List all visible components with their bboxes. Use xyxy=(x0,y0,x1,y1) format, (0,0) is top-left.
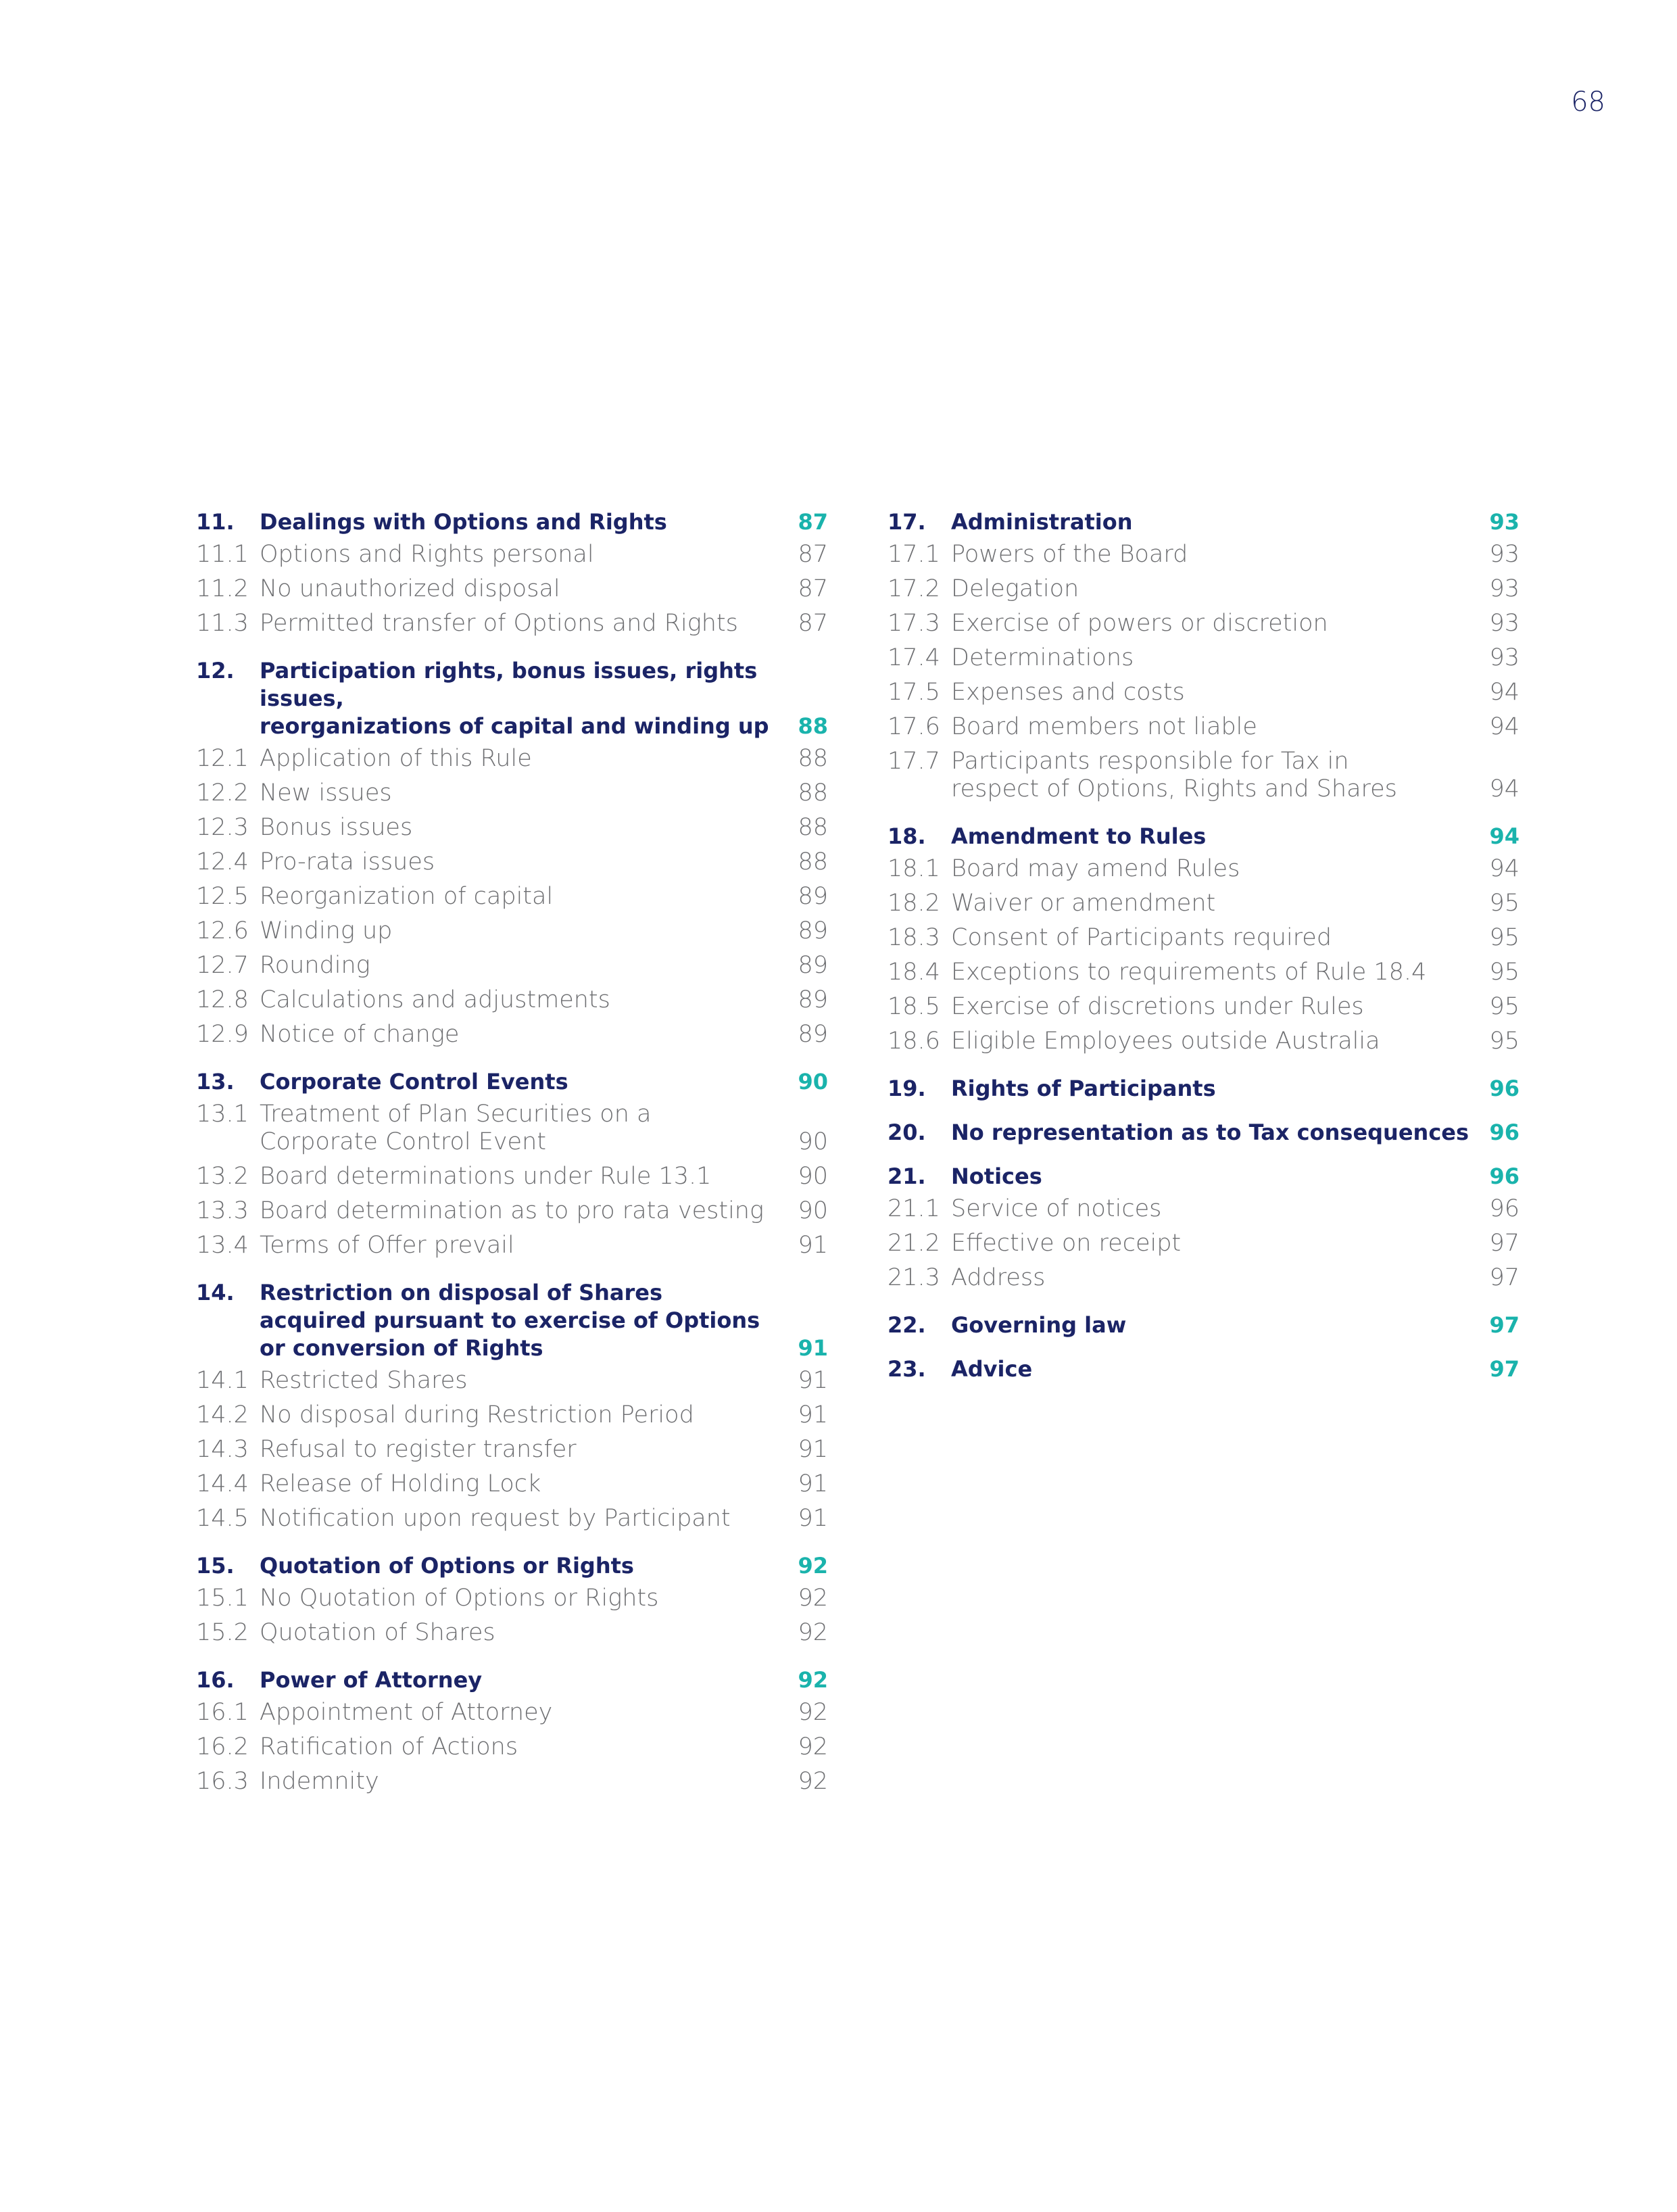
toc-section-heading[interactable] xyxy=(196,508,828,536)
toc-title: Delegation xyxy=(951,575,1079,602)
toc-page-number: 96 xyxy=(1489,1163,1520,1189)
toc-title: Pro-rata issues xyxy=(260,848,435,875)
toc-entry[interactable] xyxy=(196,948,828,983)
toc-number: 12. xyxy=(196,658,235,683)
toc-title: No unauthorized disposal xyxy=(260,575,560,602)
toc-number: 14.5 xyxy=(196,1505,249,1532)
toc-page-number: 94 xyxy=(1489,775,1520,802)
toc-title: Calculations and adjustments xyxy=(260,986,610,1013)
toc-entry[interactable] xyxy=(888,537,1520,572)
toc-number: 13. xyxy=(196,1069,235,1095)
toc-entry[interactable] xyxy=(196,811,828,845)
toc-entry[interactable] xyxy=(888,606,1520,641)
toc-section-heading[interactable] xyxy=(196,1279,828,1362)
toc-number: 12.8 xyxy=(196,986,249,1013)
toc-number: 14.1 xyxy=(196,1367,249,1394)
toc-number: 21. xyxy=(888,1163,926,1189)
toc-title: Address xyxy=(951,1264,1046,1291)
toc-page-number: 87 xyxy=(798,509,828,535)
toc-entry[interactable] xyxy=(196,1501,828,1536)
toc-page-number: 88 xyxy=(798,745,828,772)
toc-page-number: 91 xyxy=(798,1470,828,1497)
toc-number: 11. xyxy=(196,509,235,535)
toc-entry[interactable] xyxy=(888,675,1520,710)
toc-title: Board determination as to pro rata vesting xyxy=(260,1197,764,1224)
toc-page-number: 92 xyxy=(798,1733,828,1760)
toc-entry[interactable] xyxy=(196,914,828,948)
toc-title: No Quotation of Options or Rights xyxy=(260,1585,659,1612)
toc-number: 12.4 xyxy=(196,848,249,875)
toc-section-heading[interactable] xyxy=(888,1075,1520,1103)
toc-number: 16. xyxy=(196,1667,235,1693)
toc-number: 22. xyxy=(888,1312,926,1338)
toc-page-number: 89 xyxy=(798,1021,828,1048)
toc-number: 16.1 xyxy=(196,1699,249,1726)
toc-number: 18.4 xyxy=(888,959,940,986)
toc-number: 11.3 xyxy=(196,610,249,637)
toc-number: 11.2 xyxy=(196,575,249,602)
toc-page-number: 96 xyxy=(1489,1120,1520,1145)
toc-title: Participation rights, bonus issues, rights issues, reorganizations of capital and winding up xyxy=(260,658,769,739)
toc-number: 18.3 xyxy=(888,924,940,951)
toc-title: Determinations xyxy=(951,644,1134,671)
toc-page-number: 87 xyxy=(798,610,828,637)
toc-section-heading[interactable] xyxy=(888,508,1520,536)
toc-entry[interactable] xyxy=(196,1194,828,1228)
toc-title: Ratification of Actions xyxy=(260,1733,518,1760)
toc-title: Governing law xyxy=(951,1312,1127,1338)
toc-section-heading[interactable] xyxy=(888,1163,1520,1191)
toc-number: 16.3 xyxy=(196,1768,249,1795)
toc-page-number: 96 xyxy=(1489,1076,1520,1101)
toc-title: Board determinations under Rule 13.1 xyxy=(260,1163,712,1190)
toc-entry[interactable] xyxy=(196,1764,828,1799)
toc-entry[interactable] xyxy=(888,1024,1520,1059)
toc-title: No representation as to Tax consequences xyxy=(951,1120,1469,1145)
toc-page-number: 95 xyxy=(1489,959,1520,986)
toc-title: Bonus issues xyxy=(260,814,413,841)
toc-entry[interactable] xyxy=(888,921,1520,955)
toc-title: Amendment to Rules xyxy=(951,823,1207,849)
toc-page-number: 91 xyxy=(798,1401,828,1428)
toc-title: Refusal to register transfer xyxy=(260,1436,577,1463)
toc-page-number: 92 xyxy=(798,1553,828,1579)
toc-right-column xyxy=(888,508,1520,1385)
toc-number: 17.4 xyxy=(888,644,940,671)
toc-number: 21.1 xyxy=(888,1195,940,1222)
toc-entry[interactable] xyxy=(196,1228,828,1263)
toc-title: Service of notices xyxy=(951,1195,1162,1222)
toc-number: 15. xyxy=(196,1553,235,1579)
toc-number: 12.3 xyxy=(196,814,249,841)
toc-page-number: 92 xyxy=(798,1699,828,1726)
toc-title: Board members not liable xyxy=(951,713,1257,740)
toc-number: 18.6 xyxy=(888,1028,940,1055)
toc-page-number: 92 xyxy=(798,1768,828,1795)
toc-number: 20. xyxy=(888,1120,926,1145)
toc-title: Effective on receipt xyxy=(951,1230,1182,1257)
toc-number: 12.1 xyxy=(196,745,249,772)
toc-title: Administration xyxy=(951,509,1133,535)
toc-entry[interactable] xyxy=(196,1364,828,1398)
toc-title: Application of this Rule xyxy=(260,745,532,772)
toc-title: Powers of the Board xyxy=(951,541,1188,568)
toc-page-number: 95 xyxy=(1489,993,1520,1020)
toc-page-number: 97 xyxy=(1489,1230,1520,1257)
toc-section-heading[interactable] xyxy=(888,823,1520,850)
toc-title: Power of Attorney xyxy=(260,1667,483,1693)
toc-title: Exercise of discretions under Rules xyxy=(951,993,1364,1020)
toc-page-number: 95 xyxy=(1489,924,1520,951)
toc-title: Terms of Offer prevail xyxy=(260,1232,514,1259)
toc-number: 18.5 xyxy=(888,993,940,1020)
toc-page-number: 93 xyxy=(1489,644,1520,671)
toc-title: Treatment of Plan Securities on a Corporate Control Event xyxy=(260,1101,652,1155)
toc-page-number: 91 xyxy=(798,1232,828,1259)
toc-page-number: 87 xyxy=(798,575,828,602)
toc-entry[interactable] xyxy=(196,572,828,606)
toc-title: Advice xyxy=(951,1356,1033,1382)
toc-entry[interactable] xyxy=(196,880,828,914)
toc-page-number: 94 xyxy=(1489,713,1520,740)
toc-entry[interactable] xyxy=(196,1097,828,1159)
toc-number: 12.7 xyxy=(196,952,249,979)
toc-number: 17.6 xyxy=(888,713,940,740)
toc-number: 14.3 xyxy=(196,1436,249,1463)
toc-page-number: 97 xyxy=(1489,1264,1520,1291)
toc-title: Rights of Participants xyxy=(951,1076,1216,1101)
toc-number: 17.1 xyxy=(888,541,940,568)
toc-page-number: 93 xyxy=(1489,541,1520,568)
toc-entry[interactable] xyxy=(888,955,1520,990)
toc-page-number: 89 xyxy=(798,883,828,910)
toc-number: 16.2 xyxy=(196,1733,249,1760)
toc-title: Notification upon request by Participant xyxy=(260,1505,731,1532)
toc-number: 17.3 xyxy=(888,610,940,637)
toc-entry[interactable] xyxy=(196,1017,828,1052)
toc-number: 18. xyxy=(888,823,926,849)
toc-title: Waiver or amendment xyxy=(951,890,1216,917)
toc-number: 14. xyxy=(196,1280,235,1305)
toc-number: 15.2 xyxy=(196,1619,249,1646)
toc-entry[interactable] xyxy=(888,744,1520,807)
toc-entry[interactable] xyxy=(196,1696,828,1730)
toc-title: Participants responsible for Tax in respect of Options, Rights and Shares xyxy=(951,748,1397,802)
toc-entry[interactable] xyxy=(196,742,828,776)
toc-entry[interactable] xyxy=(196,1730,828,1764)
toc-title: Exercise of powers or discretion xyxy=(951,610,1328,637)
toc-number: 13.2 xyxy=(196,1163,249,1190)
toc-number: 14.2 xyxy=(196,1401,249,1428)
toc-page-number: 91 xyxy=(798,1505,828,1532)
toc-page-number: 91 xyxy=(798,1436,828,1463)
toc-entry[interactable] xyxy=(888,886,1520,921)
toc-number: 21.3 xyxy=(888,1264,940,1291)
toc-section-heading[interactable] xyxy=(888,1312,1520,1339)
toc-entry[interactable] xyxy=(196,983,828,1017)
toc-title: Quotation of Shares xyxy=(260,1619,495,1646)
toc-title: No disposal during Restriction Period xyxy=(260,1401,694,1428)
toc-number: 15.1 xyxy=(196,1585,249,1612)
toc-title: Permitted transfer of Options and Rights xyxy=(260,610,738,637)
toc-title: Consent of Participants required xyxy=(951,924,1332,951)
toc-number: 18.1 xyxy=(888,855,940,882)
toc-page-number: 90 xyxy=(798,1197,828,1224)
toc-section-heading[interactable] xyxy=(196,657,828,740)
toc-number: 17.5 xyxy=(888,679,940,706)
toc-entry[interactable] xyxy=(196,1398,828,1433)
toc-title: Board may amend Rules xyxy=(951,855,1240,882)
toc-page-number: 88 xyxy=(798,713,828,739)
toc-entry[interactable] xyxy=(196,1467,828,1501)
toc-page-number: 90 xyxy=(798,1163,828,1190)
toc-page-number: 92 xyxy=(798,1667,828,1693)
toc-number: 12.9 xyxy=(196,1021,249,1048)
toc-title: Exceptions to requirements of Rule 18.4 xyxy=(951,959,1427,986)
toc-number: 13.1 xyxy=(196,1101,249,1128)
toc-number: 17.7 xyxy=(888,748,940,775)
toc-entry[interactable] xyxy=(196,1581,828,1616)
toc-page-number: 92 xyxy=(798,1585,828,1612)
toc-number: 12.5 xyxy=(196,883,249,910)
toc-entry[interactable] xyxy=(196,606,828,641)
toc-title: Restricted Shares xyxy=(260,1367,468,1394)
toc-page-number: 94 xyxy=(1489,823,1520,849)
toc-entry[interactable] xyxy=(196,1159,828,1194)
toc-title: Release of Holding Lock xyxy=(260,1470,541,1497)
toc-entry[interactable] xyxy=(888,1226,1520,1261)
toc-number: 23. xyxy=(888,1356,926,1382)
toc-title: Options and Rights personal xyxy=(260,541,594,568)
toc-page-number: 88 xyxy=(798,848,828,875)
toc-page-number: 87 xyxy=(798,541,828,568)
toc-page-number: 95 xyxy=(1489,890,1520,917)
toc-page-number: 89 xyxy=(798,917,828,944)
toc-number: 11.1 xyxy=(196,541,249,568)
toc-page-number: 91 xyxy=(798,1367,828,1394)
toc-entry[interactable] xyxy=(888,710,1520,744)
toc-page-number: 96 xyxy=(1489,1195,1520,1222)
toc-page-number: 97 xyxy=(1489,1356,1520,1382)
toc-number: 17.2 xyxy=(888,575,940,602)
toc-entry[interactable] xyxy=(888,990,1520,1024)
toc-title: Indemnity xyxy=(260,1768,379,1795)
toc-entry[interactable] xyxy=(196,1616,828,1650)
toc-title: Notice of change xyxy=(260,1021,460,1048)
toc-title: Notices xyxy=(951,1163,1042,1189)
toc-title: Reorganization of capital xyxy=(260,883,554,910)
toc-page-number: 93 xyxy=(1489,509,1520,535)
toc-page-number: 90 xyxy=(798,1069,828,1095)
toc-page-number: 91 xyxy=(798,1335,828,1361)
toc-number: 14.4 xyxy=(196,1470,249,1497)
toc-title: Expenses and costs xyxy=(951,679,1185,706)
toc-entry[interactable] xyxy=(888,572,1520,606)
toc-title: Eligible Employees outside Australia xyxy=(951,1028,1380,1055)
toc-number: 13.3 xyxy=(196,1197,249,1224)
toc-page-number: 88 xyxy=(798,779,828,807)
page-number: 68 xyxy=(1571,87,1605,118)
toc-section-heading[interactable] xyxy=(888,1119,1520,1147)
toc-page-number: 95 xyxy=(1489,1028,1520,1055)
toc-number: 19. xyxy=(888,1076,926,1101)
toc-left-column xyxy=(196,508,828,1799)
toc-section-heading[interactable] xyxy=(196,1068,828,1096)
toc-number: 12.2 xyxy=(196,779,249,807)
toc-page-number: 97 xyxy=(1489,1312,1520,1338)
toc-entry[interactable] xyxy=(888,1192,1520,1226)
toc-number: 12.6 xyxy=(196,917,249,944)
toc-page-number: 94 xyxy=(1489,679,1520,706)
toc-section-heading[interactable] xyxy=(196,1666,828,1694)
toc-title: Rounding xyxy=(260,952,370,979)
toc-entry[interactable] xyxy=(196,845,828,880)
toc-entry[interactable] xyxy=(196,776,828,811)
toc-number: 13.4 xyxy=(196,1232,249,1259)
toc-page-number: 93 xyxy=(1489,610,1520,637)
toc-entry[interactable] xyxy=(196,1433,828,1467)
toc-page-number: 94 xyxy=(1489,855,1520,882)
toc-title: Restriction on disposal of Shares acquired pursuant to exercise of Options or conversion of Rights xyxy=(260,1280,760,1361)
toc-page-number: 89 xyxy=(798,952,828,979)
toc-title: Quotation of Options or Rights xyxy=(260,1553,634,1579)
toc-page-number: 92 xyxy=(798,1619,828,1646)
toc-entry[interactable] xyxy=(888,852,1520,886)
toc-page-number: 88 xyxy=(798,814,828,841)
toc-page-number: 89 xyxy=(798,986,828,1013)
toc-title: Dealings with Options and Rights xyxy=(260,509,667,535)
toc-title: Winding up xyxy=(260,917,393,944)
toc-number: 21.2 xyxy=(888,1230,940,1257)
toc-page-number: 93 xyxy=(1489,575,1520,602)
toc-section-heading[interactable] xyxy=(196,1552,828,1580)
toc-title: Corporate Control Events xyxy=(260,1069,568,1095)
toc-entry[interactable] xyxy=(888,641,1520,675)
toc-page-number: 90 xyxy=(798,1128,828,1155)
toc-entry[interactable] xyxy=(888,1261,1520,1295)
toc-number: 17. xyxy=(888,509,926,535)
toc-number: 18.2 xyxy=(888,890,940,917)
toc-section-heading[interactable] xyxy=(888,1355,1520,1383)
toc-title: Appointment of Attorney xyxy=(260,1699,553,1726)
toc-entry[interactable] xyxy=(196,537,828,572)
toc-title: New issues xyxy=(260,779,392,807)
